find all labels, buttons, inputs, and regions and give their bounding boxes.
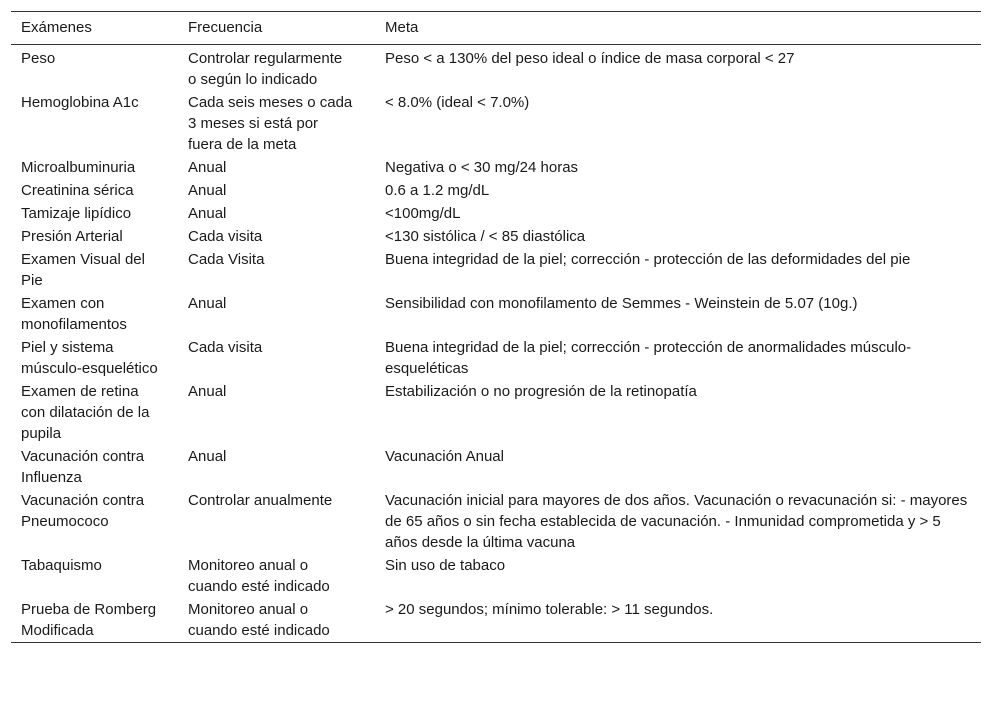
cell-meta: Sin uso de tabaco [385, 557, 506, 574]
cell-meta: Negativa o < 30 mg/24 horas [385, 159, 579, 176]
cell-frecuencia: Anual [188, 448, 227, 465]
table-header [11, 12, 981, 45]
cell-examen: Vacunación contra Influenza [21, 448, 145, 486]
cell-meta: Estabilización o no progresión de la retinopatía [385, 383, 697, 400]
cell-frecuencia: Cada visita [188, 228, 263, 245]
cell-meta: <130 sistólica / < 85 diastólica [385, 228, 586, 245]
cell-meta: > 20 segundos; mínimo tolerable: > 11 segundos. [375, 598, 981, 643]
header-row [11, 12, 981, 45]
cell-meta: Buena integridad de la piel; corrección - protección de las deformidades del pie [385, 251, 911, 268]
cell-examen: Tabaquismo [21, 557, 102, 574]
cell-frecuencia: Cada visita [188, 339, 263, 356]
table-row [11, 292, 981, 336]
cell-frecuencia: Anual [188, 295, 227, 312]
cell-examen: Presión Arterial [21, 228, 123, 245]
cell-frecuencia: Controlar regularmente o según lo indicado [188, 50, 343, 88]
cell-frecuencia: Monitoreo anual o cuando esté indicado [178, 598, 375, 643]
table-row [11, 554, 981, 598]
cell-examen: Tamizaje lipídico [21, 205, 132, 222]
cell-frecuencia: Anual [188, 205, 227, 222]
cell-frecuencia: Anual [188, 383, 227, 400]
table-row [11, 45, 981, 92]
cell-frecuencia: Anual [188, 159, 227, 176]
table-row [11, 225, 981, 248]
cell-frecuencia: Cada Visita [188, 251, 265, 268]
table-body [11, 45, 981, 643]
cell-frecuencia: Cada seis meses o cada 3 meses si está por fuera de la meta [188, 94, 353, 153]
exams-table [11, 11, 981, 643]
cell-meta: Vacunación inicial para mayores de dos años. Vacunación o revacunación si: - mayores de 65 años o sin fecha establecida de vacunación. - Inmunidad comprometida y > 5 años desde la última vacuna [385, 492, 968, 551]
exams-table-container [11, 11, 981, 643]
header-meta: Meta [375, 12, 981, 45]
cell-examen: Examen con monofilamentos [21, 295, 127, 333]
cell-examen: Creatinina sérica [21, 182, 134, 199]
table-row [11, 336, 981, 380]
cell-examen: Examen Visual del Pie [21, 251, 145, 289]
table-row [11, 489, 981, 554]
cell-examen: Hemoglobina A1c [21, 94, 139, 111]
cell-examen: Peso [21, 50, 56, 67]
table-row [11, 380, 981, 445]
cell-frecuencia: Controlar anualmente [188, 492, 333, 509]
cell-examen: Vacunación contra Pneumococo [21, 492, 145, 530]
table-row [11, 91, 981, 156]
cell-meta: Sensibilidad con monofilamento de Semmes - Weinstein de 5.07 (10g.) [385, 295, 858, 312]
table-row [11, 156, 981, 179]
cell-meta: 0.6 a 1.2 mg/dL [385, 182, 490, 199]
cell-meta: Vacunación Anual [385, 448, 504, 465]
cell-examen: Examen de retina con dilatación de la pupila [21, 383, 150, 442]
cell-frecuencia: Monitoreo anual o cuando esté indicado [188, 557, 330, 595]
cell-examen: Piel y sistema músculo-esquelético [21, 339, 158, 377]
table-row [11, 179, 981, 202]
table-row [11, 445, 981, 489]
cell-meta: Peso < a 130% del peso ideal o índice de masa corporal < 27 [385, 50, 795, 67]
header-frecuencia: Frecuencia [178, 12, 375, 45]
table-row [11, 598, 981, 643]
cell-examen: Prueba de Romberg Modificada [11, 598, 178, 643]
cell-frecuencia: Anual [188, 182, 227, 199]
cell-meta: <100mg/dL [385, 205, 461, 222]
table-row [11, 248, 981, 292]
cell-meta: < 8.0% (ideal < 7.0%) [385, 94, 530, 111]
cell-meta: Buena integridad de la piel; corrección - protección de anormalidades músculo-esqueléticas [385, 339, 912, 377]
table-row [11, 202, 981, 225]
header-examenes: Exámenes [11, 12, 178, 45]
cell-examen: Microalbuminuria [21, 159, 136, 176]
